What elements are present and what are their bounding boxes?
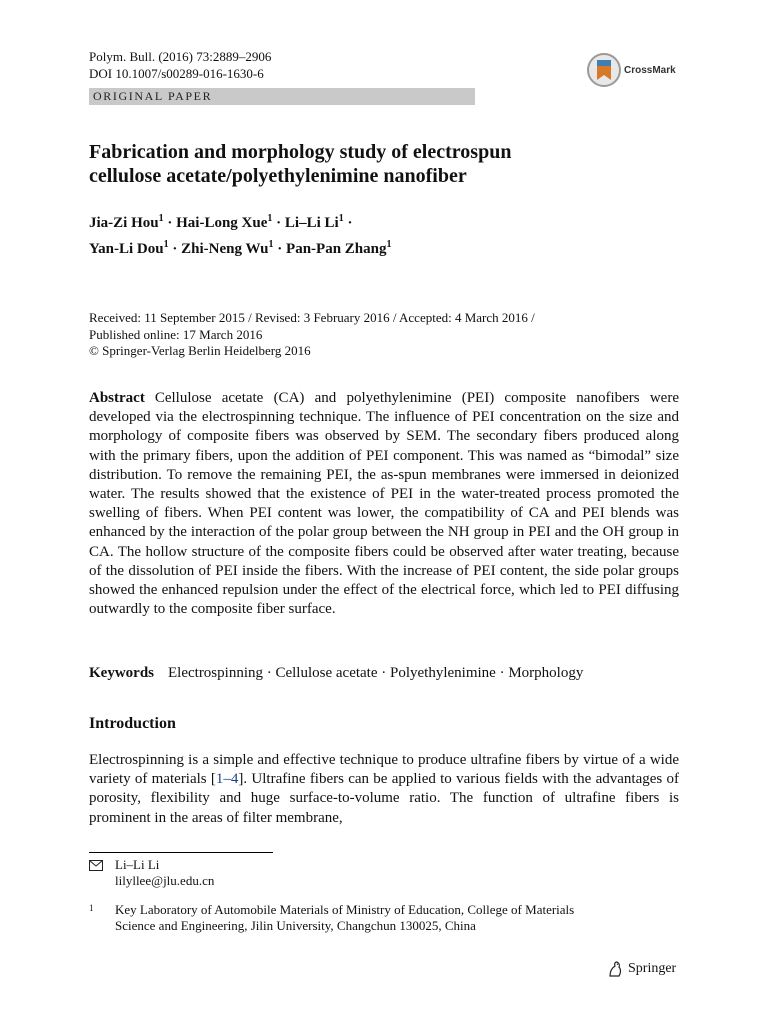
keywords-label: Keywords [89, 665, 154, 681]
author-name[interactable]: Jia-Zi Hou [89, 215, 159, 231]
author-affiliation-mark: 1 [338, 213, 344, 224]
abstract-paragraph [89, 389, 679, 619]
author-name[interactable]: Zhi-Neng Wu [181, 241, 269, 257]
author-separator: · [167, 215, 173, 231]
intro-text-start: Electrospinning is a simple and effective technique to produce ultrafine fibers by virtue of a wide variety of materials [ [89, 752, 679, 788]
author-list [89, 208, 689, 260]
author-affiliation-mark: 1 [163, 239, 169, 250]
intro-text-end: ]. Ultrafine fibers can be applied to various fields with the advantages of porosity, flexibility and huge surface-to-volume ratio. The function of ultrafine fibers is prominent in the areas of filter membrane, [89, 771, 679, 826]
journal-citation [89, 48, 271, 82]
introduction-paragraph [89, 751, 679, 828]
publisher-name: Springer [628, 961, 677, 976]
affiliation-line-2: Science and Engineering, Jilin University, Changchun 130025, China [115, 918, 476, 933]
publication-history [89, 310, 689, 360]
introduction-heading: Introduction [89, 715, 176, 732]
author-name[interactable]: Yan-Li Dou [89, 241, 164, 257]
author-affiliation-mark: 1 [386, 239, 392, 250]
publisher-logo [606, 960, 676, 978]
citation-link[interactable]: 1–4 [215, 771, 239, 788]
author-row-1 [89, 208, 689, 234]
footnote-divider [89, 852, 273, 853]
affiliation-line-1: Key Laboratory of Automobile Materials of Ministry of Education, College of Materials [115, 902, 575, 917]
journal-volume-line: Polym. Bull. (2016) 73:2889–2906 [89, 49, 272, 64]
author-affiliation-mark: 1 [267, 213, 273, 224]
title-line-1: Fabrication and morphology study of electrospun [89, 141, 512, 163]
abstract-label: Abstract [89, 390, 145, 406]
affiliation-footnote [89, 902, 649, 934]
abstract-text: Cellulose acetate (CA) and polyethylenimine (PEI) composite nanofibers were developed via the electrospinning technique. The influence of PEI concentration on the size and morphology of composite fibers was observed by SEM. The secondary fibers produced along with the primary fibers, upon the addition of PEI component. This was named as “bimodal” size distribution. To remove the remaining PEI, the as-spun membranes were immersed in deionized water. The results showed that the existence of PEI in the water-treated process promoted the swelling of fibers. When PEI content was lower, the compatibility of CA and PEI blends was enhanced by the interaction of the polar group between the NH group in PEI and the OH group in CA. The hollow structure of the composite fibers could be observed after water treating, because of the dissolution of PEI inside the fibers. With the increase of PEI content, the side polar groups showed the enhanced repulsion under the effect of the electrical force, which led to PEI diffusing outwardly to the composite fiber surface. [89, 390, 679, 618]
springer-horse-icon [606, 960, 624, 978]
author-name[interactable]: Li–Li Li [284, 215, 339, 231]
author-separator: · [276, 215, 282, 231]
copyright-line: © Springer-Verlag Berlin Heidelberg 2016 [89, 343, 311, 358]
author-affiliation-mark: 1 [158, 213, 164, 224]
author-affiliation-mark: 1 [268, 239, 274, 250]
title-line-2: cellulose acetate/polyethylenimine nanofiber [89, 165, 467, 187]
author-row-2 [89, 234, 689, 260]
article-type-banner: ORIGINAL PAPER [89, 88, 475, 105]
paper-title [89, 140, 689, 188]
author-separator: · [172, 241, 178, 257]
crossmark-label: CrossMark [624, 64, 676, 76]
author-name[interactable]: Pan-Pan Zhang [286, 241, 387, 257]
author-separator: · [347, 215, 353, 231]
author-separator: · [277, 241, 283, 257]
keywords-line [89, 664, 689, 683]
keywords-text: Electrospinning · Cellulose acetate · Polyethylenimine · Morphology [168, 665, 584, 681]
received-revised-accepted: Received: 11 September 2015 / Revised: 3 February 2016 / Accepted: 4 March 2016 / [89, 310, 535, 325]
doi-line[interactable]: DOI 10.1007/s00289-016-1630-6 [89, 66, 264, 81]
corresponding-author-name: Li–Li Li [115, 857, 160, 872]
corresponding-author [89, 857, 214, 889]
published-online: Published online: 17 March 2016 [89, 326, 263, 342]
author-name[interactable]: Hai-Long Xue [176, 215, 268, 231]
crossmark-badge[interactable] [586, 52, 676, 88]
envelope-icon [89, 857, 115, 873]
crossmark-icon [586, 52, 622, 88]
affiliation-number: 1 [89, 903, 94, 913]
corresponding-author-email[interactable]: lilyllee@jlu.edu.cn [115, 873, 215, 888]
